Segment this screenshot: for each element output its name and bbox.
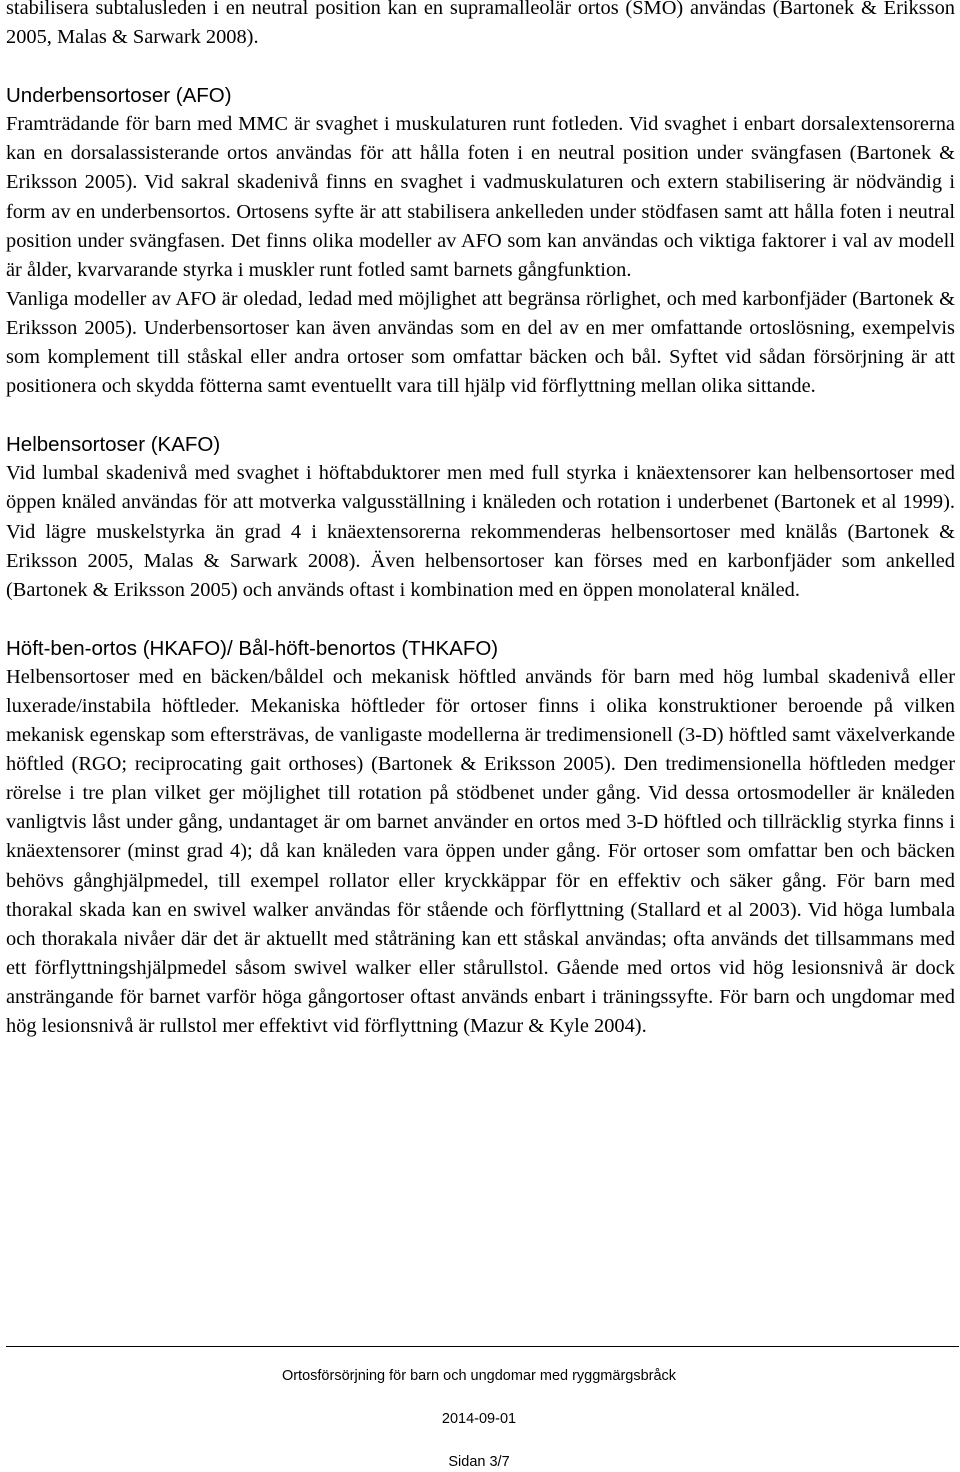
- paragraph-afo-1: Framträdande för barn med MMC är svaghet i muskulaturen runt fotleden. Vid svaghet i enbart dorsalextensorerna kan en dorsalassisterande ortos användas för att hålla foten i en neutral position under svängfasen (Bartonek & Eriksson 2005). Vid sakral skadenivå finns en svaghet i vadmuskulaturen och extern stabilisering är nödvändig i form av en underbensortos. Ortosens syfte är att stabilisera ankelleden under stödfasen samt att hålla foten i neutral position under svängfasen. Det finns olika modeller av AFO som kan användas och viktiga faktorer i val av modell är ålder, kvarvarande styrka i muskler runt fotled samt barnets gångfunktion.: [6, 113, 955, 281]
- paragraph-hkafo-1: Helbensortoser med en bäcken/båldel och mekanisk höftled används för barn med hög lumbal skadenivå eller luxerade/instabila höftleder. Mekaniska höftleder för ortoser finns i olika konstruktioner beroende på vilken mekanisk egenskap som eftersträvas, de vanligaste modellerna är tredimensionell (3-D) höftled samt växelverkande höftled (RGO; reciprocating gait orthoses) (Bartonek & Eriksson 2005). Den tredimensionella höftleden medger rörelse i tre plan vilket ger möjlighet till rotation på stödbenet under gång. Vid dessa ortosmodeller är knäleden vanligtvis låst under gång, undantaget är om barnet använder en ortos med 3-D höftled och tillräcklig styrka finns i knäextensorer (minst grad 4); då kan knäleden vara öppen under gång. För ortoser som omfattar ben och bäcken behövs gånghjälpmedel, till exempel rollator eller kryckkäppar för en effektiv och säker gång. För barn med thorakal skada kan en swivel walker användas för stående och förflyttning (Stallard et al 2003). Vid höga lumbala och thorakala nivåer där det är aktuellt med ståträning kan ett ståskal användas; ofta används det tillsammans med ett förflyttningshjälpmedel såsom swivel walker eller stårullstol. Gående med ortos vid hög lesionsnivå är dock ansträngande för barnet varför höga gångortoser oftast används enbart i träningssyfte. För barn och ungdomar med hög lesionsnivå är rullstol mer effektivt vid förflyttning (Mazur & Kyle 2004).: [6, 665, 955, 1037]
- paragraph-afo-2: Vanliga modeller av AFO är oledad, ledad med möjlighet att begränsa rörlighet, och med karbonfjäder (Bartonek & Eriksson 2005). Underbensortoser kan även användas som en del av en mer omfattande ortoslösning, exempelvis som komplement till ståskal eller andra ortoser som omfattar bäcken och bål. Syftet vid sådan försörjning är att positionera och skydda fötterna samt eventuellt vara till hjälp vid förflyttning mellan olika sittande.: [6, 287, 955, 398]
- document-body: [6, 0, 955, 1041]
- footer-date: 2014-09-01: [441, 1411, 517, 1427]
- footer-document-title: Ortosförsörjning för barn och ungdomar med ryggmärgsbråck: [281, 1368, 677, 1384]
- spacer: [6, 605, 955, 634]
- footer-page-number: Sidan 3/7: [448, 1454, 510, 1470]
- paragraph-intro: stabilisera subtalusleden i en neutral position kan en supramalleolär ortos (SMO) användas (Bartonek & Eriksson 2005, Malas & Sarwark 2008).: [6, 0, 955, 49]
- paragraph-kafo-1: Vid lumbal skadenivå med svaghet i höftabduktorer men med full styrka i knäextensorer kan helbensortoser med öppen knäled användas för att motverka valgusställning i knäleden och rotation i underbenet (Bartonek et al 1999). Vid lägre muskelstyrka än grad 4 i knäextensorerna rekommenderas helbensortoser med knälås (Bartonek & Eriksson 2005, Malas & Sarwark 2008). Även helbensortoser kan förses med en karbonfjäder som ankelled (Bartonek & Eriksson 2005) och används oftast i kombination med en öppen monolateral knäled.: [6, 462, 955, 601]
- heading-kafo: Helbensortoser (KAFO): [6, 433, 221, 457]
- spacer: [6, 401, 955, 430]
- spacer: [6, 52, 955, 81]
- heading-hkafo: Höft-ben-ortos (HKAFO)/ Bål-höft-benortos (THKAFO): [6, 636, 499, 660]
- footer-divider: [6, 1346, 959, 1347]
- heading-afo: Underbensortoser (AFO): [6, 84, 232, 108]
